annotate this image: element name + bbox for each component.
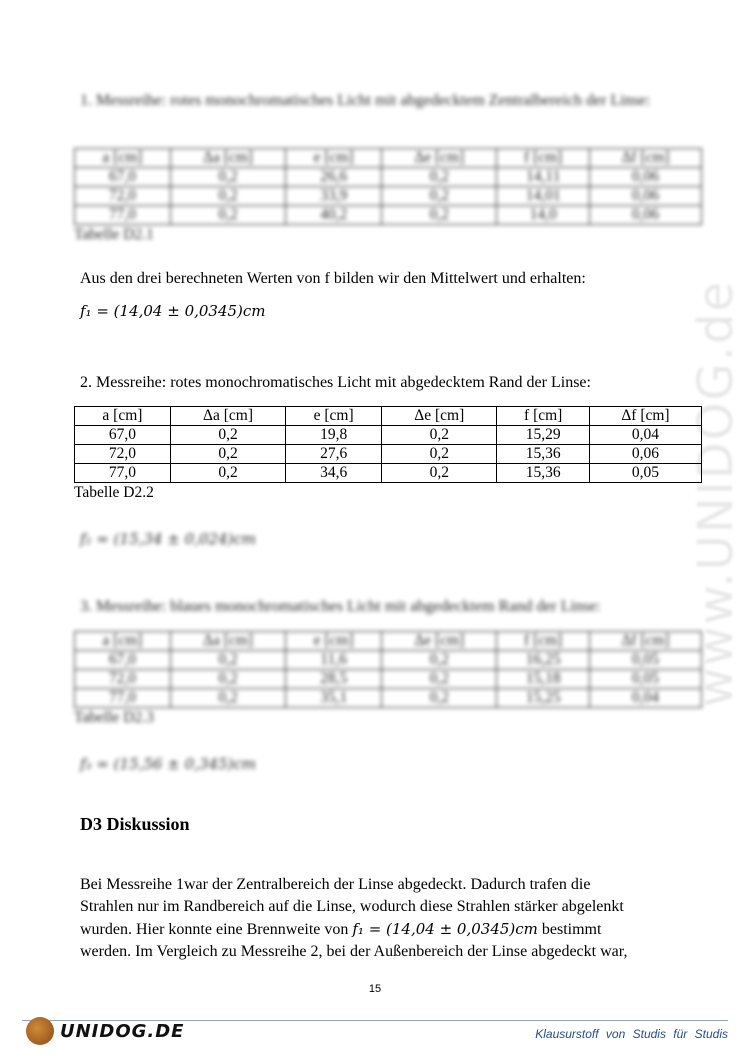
table-cell: 72,0: [75, 445, 171, 464]
table-cell: 0,2: [382, 206, 497, 225]
table-row: [75, 651, 702, 670]
table-cell: 0,2: [170, 670, 285, 689]
table-cell: 0,2: [382, 670, 497, 689]
discussion-line-3-post: bestimmt: [537, 921, 602, 938]
table-cell: 0,2: [170, 689, 285, 708]
table-header-cell: a [cm]: [75, 407, 171, 426]
table-cell: 0,06: [589, 206, 701, 225]
table-cell: 0,2: [382, 689, 497, 708]
watermark: www.UNIDOG.de: [688, 280, 744, 708]
table-header-cell: f [cm]: [497, 632, 590, 651]
series2-table: [74, 406, 702, 483]
table-header-cell: Δe [cm]: [382, 407, 497, 426]
discussion-line-2: Strahlen nur im Randbereich auf die Linse, wodurch diese Strahlen stärker abgelenkt: [80, 898, 624, 915]
table-cell: 19,8: [286, 426, 382, 445]
table-cell: 0,2: [382, 445, 497, 464]
table-row: [75, 426, 702, 445]
table-cell: 0,2: [170, 651, 285, 670]
table-cell: 27,6: [286, 445, 382, 464]
table-header-cell: a [cm]: [75, 149, 171, 168]
series3-table: [74, 631, 702, 708]
series1-caption: Tabelle D2.1: [74, 226, 154, 243]
series3-heading: 3. Messreihe: blaues monochromatisches Licht mit abgedecktem Rand der Linse:: [80, 598, 601, 615]
series2-caption: Tabelle D2.2: [74, 484, 154, 501]
discussion-body: [80, 874, 705, 963]
series1-section: [80, 90, 705, 112]
f1-formula: f₁ = (14,04 ± 0,0345)cm: [80, 302, 266, 320]
table-cell: 0,05: [589, 651, 701, 670]
discussion-line-4: werden. Im Vergleich zu Messreihe 2, bei der Außenbereich der Linse abgedeckt war,: [80, 943, 628, 960]
series3-caption: Tabelle D2.3: [74, 709, 154, 726]
table-header-cell: e [cm]: [286, 632, 382, 651]
table-cell: 14,11: [497, 168, 590, 187]
table-cell: 0,2: [382, 187, 497, 206]
table-cell: 0,2: [170, 168, 285, 187]
table-cell: 0,06: [589, 168, 701, 187]
table-cell: 0,2: [170, 445, 285, 464]
table-cell: 0,06: [589, 187, 701, 206]
f2-formula: f₂ = (15,34 ± 0,024)cm: [80, 530, 256, 548]
table-cell: 33,9: [286, 187, 382, 206]
table-header-row: [75, 149, 702, 168]
table-header-cell: e [cm]: [286, 407, 382, 426]
f3-formula: f₃ = (15,56 ± 0,345)cm: [80, 755, 256, 773]
table-cell: 34,6: [286, 464, 382, 483]
table-cell: 14,0: [497, 206, 590, 225]
logo-text: UNIDOG.DE: [60, 1020, 185, 1042]
series2-heading: 2. Messreihe: rotes monochromatisches Licht mit abgedecktem Rand der Linse:: [80, 374, 591, 391]
table-header-cell: Δe [cm]: [382, 632, 497, 651]
table-cell: 14,01: [497, 187, 590, 206]
table-cell: 0,06: [589, 445, 701, 464]
table-row: [75, 670, 702, 689]
table-cell: 15,29: [497, 426, 590, 445]
table-header-row: [75, 407, 702, 426]
table-cell: 15,18: [497, 670, 590, 689]
series1-heading: 1. Messreihe: rotes monochromatisches Licht mit abgedecktem Zentralbereich der Linse:: [80, 92, 651, 109]
discussion-line-3: [80, 918, 705, 941]
table-cell: 0,2: [382, 464, 497, 483]
table-cell: 11,6: [286, 651, 382, 670]
table-cell: 0,04: [589, 426, 701, 445]
table-cell: 67,0: [75, 651, 171, 670]
discussion-line-1: Bei Messreihe 1war der Zentralbereich der Linse abgedeckt. Dadurch trafen die: [80, 876, 591, 893]
table-cell: 67,0: [75, 168, 171, 187]
table-header-cell: f [cm]: [497, 407, 590, 426]
table-cell: 0,2: [170, 426, 285, 445]
table-cell: 0,2: [170, 187, 285, 206]
discussion-line-3-pre: wurden. Hier konnte eine Brennweite von: [80, 921, 353, 938]
series1-table: [74, 148, 702, 225]
table-cell: 26,6: [286, 168, 382, 187]
table-row: [75, 689, 702, 708]
table-cell: 15,25: [497, 689, 590, 708]
table-cell: 28,5: [286, 670, 382, 689]
table-header-cell: e [cm]: [286, 149, 382, 168]
table-header-cell: Δf [cm]: [589, 407, 701, 426]
series3-table-wrap: [74, 631, 702, 728]
discussion-line-3-formula: f₁ = (14,04 ± 0,0345)cm: [352, 920, 538, 938]
table-row: [75, 187, 702, 206]
table-cell: 0,05: [589, 670, 701, 689]
page-number: 15: [368, 983, 382, 995]
table-cell: 0,2: [170, 206, 285, 225]
table-header-cell: Δf [cm]: [589, 149, 701, 168]
table-header-cell: Δa [cm]: [170, 632, 285, 651]
table-header-cell: Δa [cm]: [170, 407, 285, 426]
discussion-title: D3 Diskussion: [80, 814, 190, 834]
table-cell: 0,2: [170, 464, 285, 483]
table-cell: 77,0: [75, 464, 171, 483]
dog-logo-icon: [26, 1017, 54, 1045]
table-row: [75, 206, 702, 225]
table-header-cell: Δe [cm]: [382, 149, 497, 168]
table-cell: 0,04: [589, 689, 701, 708]
table-cell: 16,25: [497, 651, 590, 670]
footer-logo: [26, 1016, 184, 1046]
table-header-cell: f [cm]: [497, 149, 590, 168]
table-cell: 15,36: [497, 464, 590, 483]
footer-tagline: Klausurstoff von Studis für Studis: [535, 1027, 728, 1041]
table-cell: 35,1: [286, 689, 382, 708]
table-cell: 0,2: [382, 168, 497, 187]
discussion-section: [80, 814, 705, 835]
table-header-row: [75, 632, 702, 651]
table-cell: 67,0: [75, 426, 171, 445]
series1-table-wrap: [74, 148, 702, 245]
series2-table-wrap: [74, 406, 702, 503]
table-cell: 40,2: [286, 206, 382, 225]
mean-text: Aus den drei berechneten Werten von f bilden wir den Mittelwert und erhalten:: [80, 270, 586, 287]
table-cell: 77,0: [75, 689, 171, 708]
table-row: [75, 445, 702, 464]
table-cell: 0,05: [589, 464, 701, 483]
table-row: [75, 464, 702, 483]
table-row: [75, 168, 702, 187]
table-cell: 0,2: [382, 426, 497, 445]
table-cell: 15,36: [497, 445, 590, 464]
table-header-cell: a [cm]: [75, 632, 171, 651]
table-header-cell: Δf [cm]: [589, 632, 701, 651]
table-header-cell: Δa [cm]: [170, 149, 285, 168]
table-cell: 77,0: [75, 206, 171, 225]
table-cell: 0,2: [382, 651, 497, 670]
table-cell: 72,0: [75, 670, 171, 689]
table-cell: 72,0: [75, 187, 171, 206]
